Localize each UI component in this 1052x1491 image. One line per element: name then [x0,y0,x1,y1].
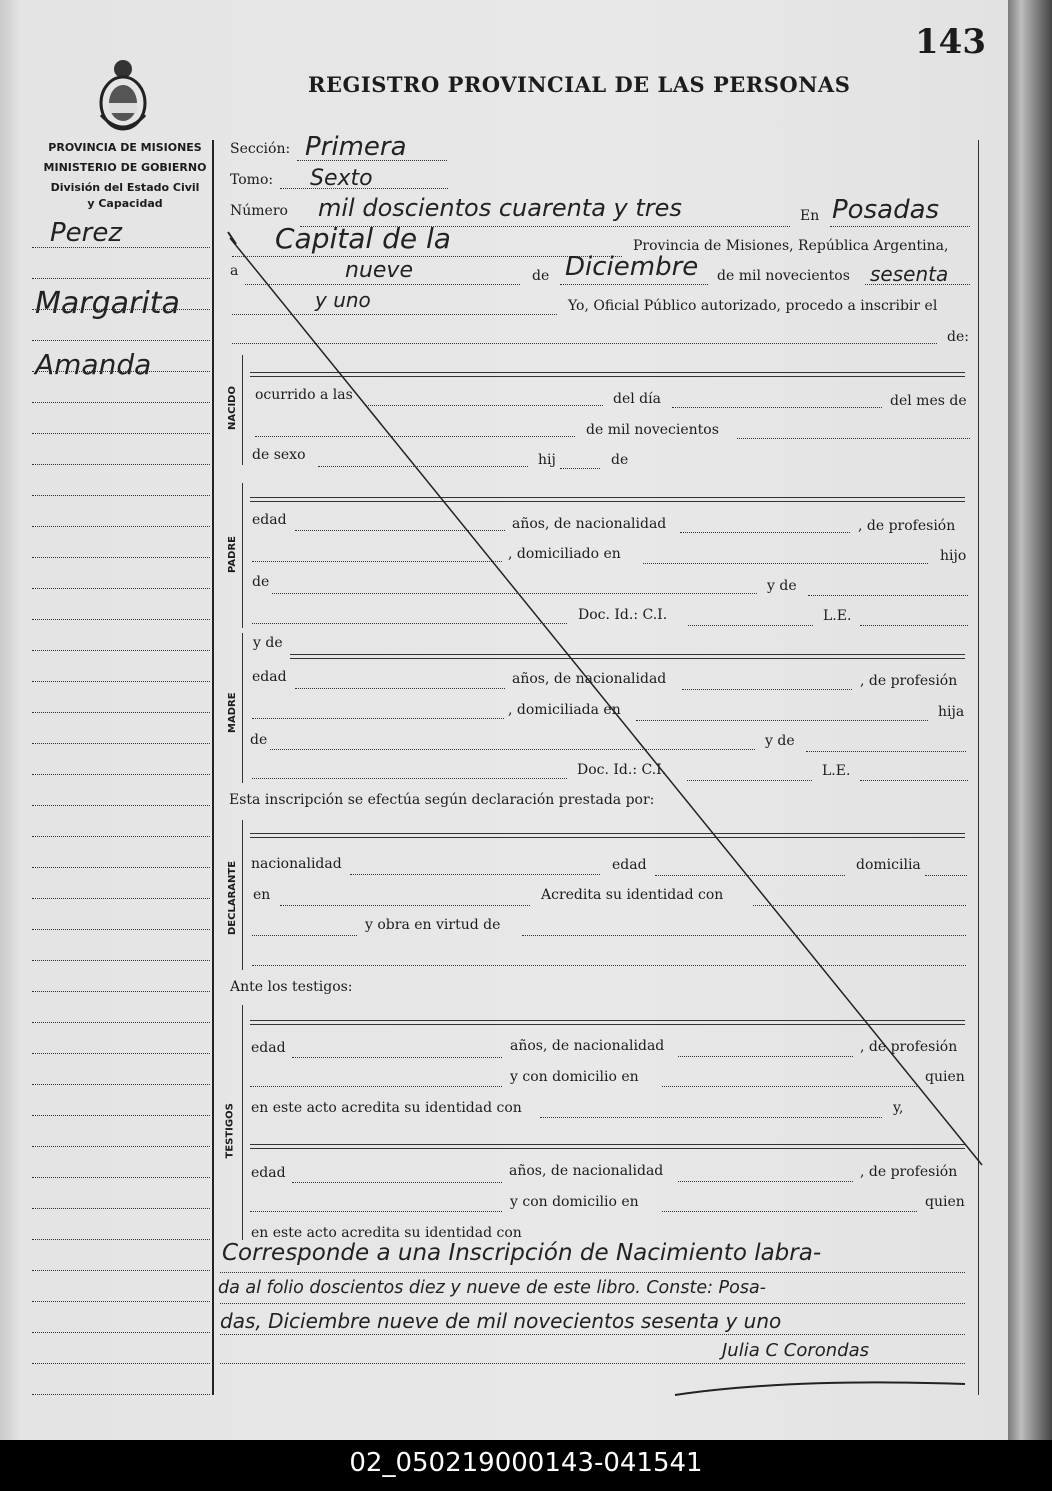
madre-nacionalidad-label: años, de nacionalidad [512,671,667,687]
middle-name-field: Amanda [35,348,152,381]
testigo1-y-label: y, [893,1100,904,1116]
hijo-label: hijo [940,548,967,564]
declaracion-label: Esta inscripción se efectúa según declaración prestada por: [229,792,655,808]
year-value-1: sesenta [870,262,949,286]
padre-domicilio-label: , domiciliado en [508,546,621,562]
seccion-label: Sección: [230,141,291,157]
book-binding [1008,0,1052,1440]
hija-label: hija [938,704,965,720]
testigo1-edad-label: edad [251,1040,286,1056]
declarante-en-label: en [253,887,271,903]
padre-doc-label: Doc. Id.: C.I. [578,607,668,623]
testigo1-nacionalidad-label: años, de nacionalidad [510,1038,665,1054]
declarante-domicilia-label: domicilia [856,857,921,873]
de-sexo-label: de sexo [252,447,306,463]
numero-label: Número [230,203,288,219]
de-mil-novecientos-label: de mil novecientos [586,422,719,438]
testigo1-acredita-label: en este acto acredita su identidad con [251,1100,522,1116]
declarante-label: DECLARANTE [227,860,238,935]
signature: Julia C Corondas [722,1340,869,1361]
folio-number: 143 [915,22,986,62]
mil-nov-label: de mil novecientos [717,268,850,284]
testigo1-quien-label: quien [925,1069,965,1085]
madre-y-de-label-2: y de [765,733,795,749]
seccion-value: Primera [305,132,407,162]
padre-profesion-label: , de profesión [858,518,956,534]
en-label: En [800,208,820,224]
padre-nacionalidad-label: años, de nacionalidad [512,516,667,532]
left-header-capacidad: y Capacidad [87,197,163,210]
de-label-2: de [611,452,629,468]
hij-label: hij [538,452,556,468]
footer-code: 02_050219000143-041541 [0,1440,1052,1491]
yo-label: Yo, Oficial Público autorizado, procedo a inscribir el [568,298,938,314]
madre-label: MADRE [227,692,238,733]
testigos-label: TESTIGOS [224,1103,236,1159]
a-label: a [230,263,239,279]
de-label: de [532,268,550,284]
left-header-ministry: MINISTERIO DE GOBIERNO [43,161,207,174]
padre-y-de-label: y de [767,578,797,594]
month-value: Diciembre [565,252,699,282]
declarante-edad-label: edad [612,857,647,873]
left-header-division: División del Estado Civil [50,181,200,194]
padre-le-label: L.E. [823,608,852,624]
madre-edad-label: edad [252,669,287,685]
tomo-label: Tomo: [230,172,274,188]
padre-label: PADRE [227,536,238,573]
testigo2-domicilio-label: y con domicilio en [510,1194,639,1210]
testigo1-profesion-label: , de profesión [860,1039,958,1055]
madre-profesion-label: , de profesión [860,673,958,689]
declarante-nacionalidad-label: nacionalidad [251,856,342,872]
padre-de-label: de [252,574,270,590]
declarante-acredita-label: Acredita su identidad con [541,887,724,903]
madre-domicilio-label: , domiciliada en [508,702,621,718]
first-name-field: Margarita [35,286,180,321]
madre-y-de-label: y de [253,635,283,651]
year-value-2: y uno [315,288,371,312]
madre-de-label: de [250,732,268,748]
note-line-2: da al folio doscientos diez y nueve de este libro. Conste: Posa- [218,1278,766,1298]
note-line-3: das, Diciembre nueve de mil novecientos sesenta y uno [220,1309,782,1333]
testigo2-nacionalidad-label: años, de nacionalidad [509,1163,664,1179]
madre-doc-label: Doc. Id.: C.I. [577,762,667,778]
note-line-1: Corresponde a una Inscripción de Nacimiento labra- [222,1240,822,1266]
left-header-province: PROVINCIA DE MISIONES [48,141,202,154]
de-colon-label: de: [947,329,969,345]
nacido-label: NACIDO [227,386,238,430]
del-dia-label: del día [613,391,661,407]
numero-value: mil doscientos cuarenta y tres [318,194,682,222]
surname-field: Perez [50,218,123,248]
declarante-obra-label: y obra en virtud de [365,917,501,933]
testigo2-acredita-label: en este acto acredita su identidad con [251,1225,522,1241]
testigo2-quien-label: quien [925,1194,965,1210]
tomo-value: Sexto [310,166,373,191]
page-title: REGISTRO PROVINCIAL DE LAS PERSONAS [308,72,851,97]
madre-le-label: L.E. [822,763,851,779]
day-value: nueve [345,258,413,283]
provincia-label: Provincia de Misiones, República Argentina, [633,238,949,254]
padre-edad-label: edad [252,512,287,528]
en-value: Posadas [832,195,940,225]
testigo2-profesion-label: , de profesión [860,1164,958,1180]
ocurrido-label: ocurrido a las [255,387,353,403]
testigo1-domicilio-label: y con domicilio en [510,1069,639,1085]
testigo2-edad-label: edad [251,1165,286,1181]
del-mes-label: del mes de [890,393,967,409]
testigos-heading: Ante los testigos: [230,979,353,995]
capital-value: Capital de la [275,222,451,255]
